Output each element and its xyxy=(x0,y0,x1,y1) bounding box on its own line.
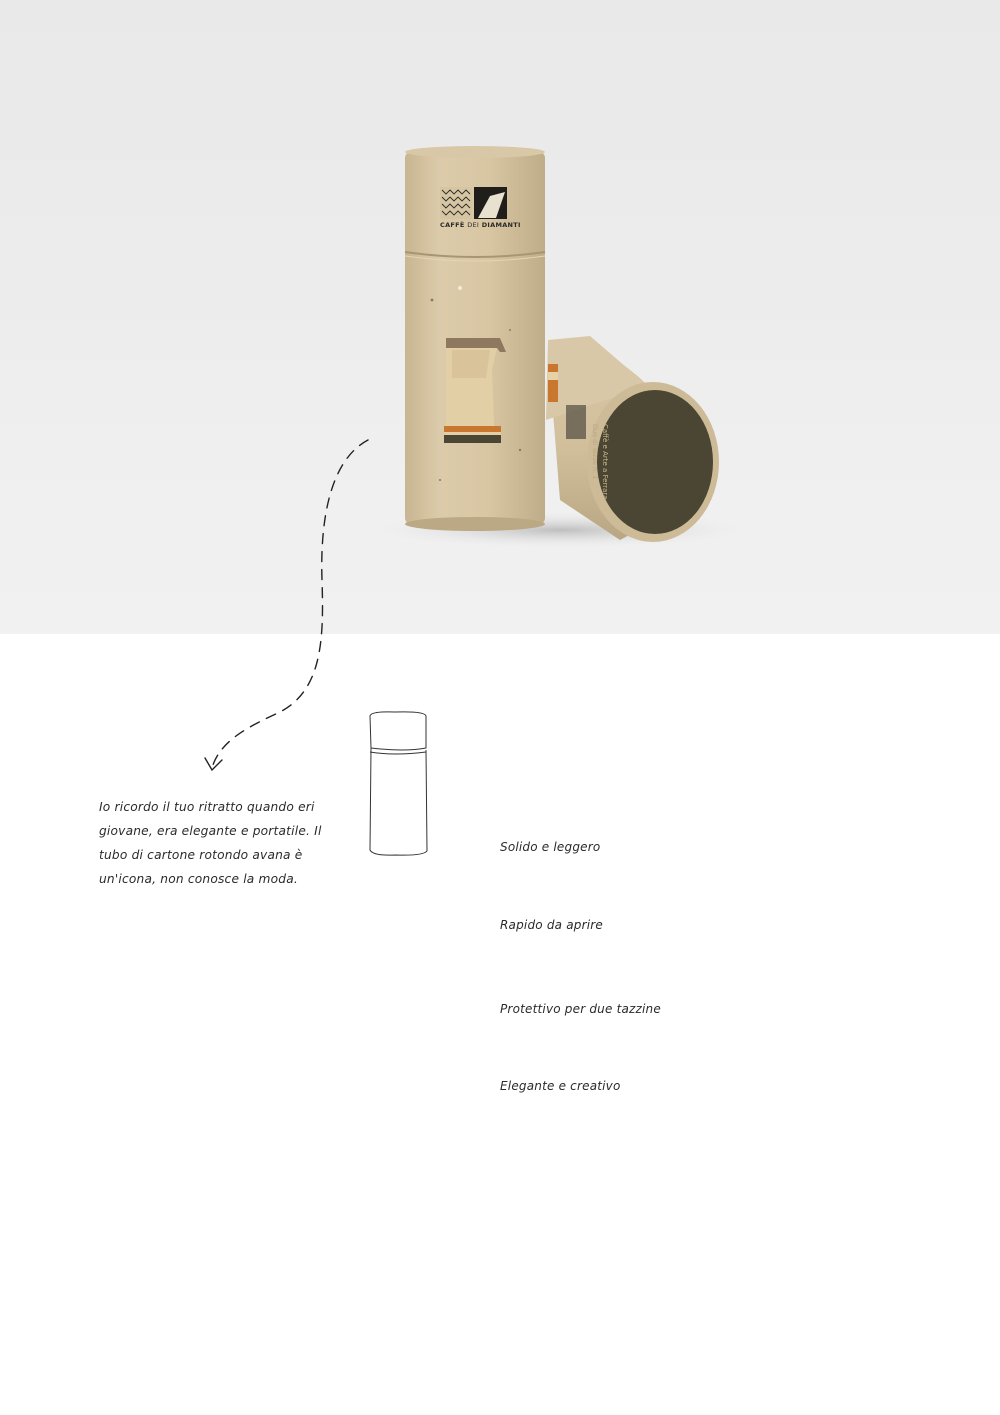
feature-4: Elegante e creativo xyxy=(500,1079,621,1093)
feature-1: Solido e leggero xyxy=(500,840,601,854)
brand-word-3: DIAMANTI xyxy=(481,221,521,229)
brand-word-2: DEI xyxy=(467,221,480,229)
tube-sketch-icon xyxy=(365,710,435,860)
brand-word-1: CAFFÈ xyxy=(440,221,465,229)
intro-note: Io ricordo il tuo ritratto quando eri giovane, era elegante e portatile. Il tubo di cartone rotondo avana è un'icona, non conosce la moda. xyxy=(99,800,322,886)
feature-2: Rapido da aprire xyxy=(500,918,603,932)
feature-3: Protettivo per due tazzine xyxy=(500,1002,661,1016)
lid-label-line1: Caffè e Arte a Ferrara xyxy=(601,424,609,500)
lid-label-line2: Duo di Tazze n. 1 xyxy=(591,424,599,480)
